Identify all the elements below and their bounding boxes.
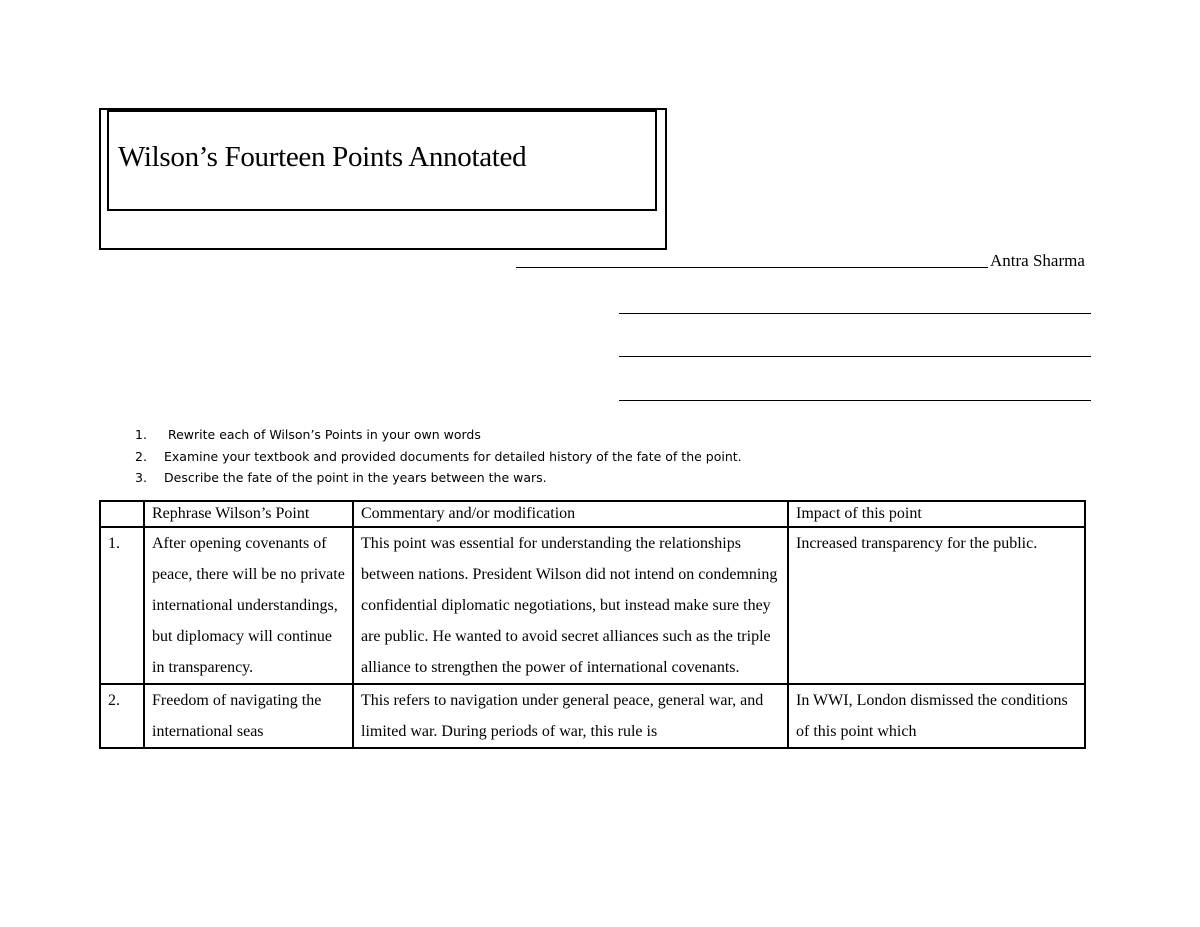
rephrase-cell: After opening covenants of peace, there will be no private international understandings, but diplomacy will continue in transparency. (144, 527, 353, 684)
instruction-text: Rewrite each of Wilson’s Points in your own words (164, 427, 481, 442)
header-commentary: Commentary and/or modification (353, 501, 788, 527)
row-number: 2. (100, 684, 144, 748)
commentary-cell: This point was essential for understanding the relationships between nations. President Wilson did not intend on condemning confidential diplomatic negotiations, but instead make sure they are public. He wanted to avoid secret alliances such as the triple alliance to strengthen the power of international covenants. (353, 527, 788, 684)
instruction-text: Describe the fate of the point in the years between the wars. (164, 470, 547, 485)
document-title: Wilson’s Fourteen Points Annotated (118, 141, 527, 173)
table-row (100, 684, 1085, 748)
instruction-number: 2. (135, 448, 147, 464)
instruction-item (135, 446, 742, 468)
name-underline (516, 267, 988, 268)
instruction-item (135, 424, 742, 446)
impact-cell: Increased transparency for the public. (788, 527, 1085, 684)
blank-line-3 (619, 400, 1091, 401)
instruction-item (135, 467, 742, 489)
instruction-text: Examine your textbook and provided documents for detailed history of the fate of the point. (164, 448, 742, 464)
header-rephrase: Rephrase Wilson’s Point (144, 501, 353, 527)
row-number: 1. (100, 527, 144, 684)
fourteen-points-table (99, 500, 1086, 749)
rephrase-cell: Freedom of navigating the international seas (144, 684, 353, 748)
table-header-row (100, 501, 1085, 527)
author-name: Antra Sharma (990, 251, 1085, 270)
impact-cell: In WWI, London dismissed the conditions of this point which (788, 684, 1085, 748)
table-row (100, 527, 1085, 684)
instruction-number: 1. (135, 427, 147, 442)
header-impact: Impact of this point (788, 501, 1085, 527)
header-number (100, 501, 144, 527)
instruction-number: 3. (135, 470, 147, 485)
blank-line-2 (619, 356, 1091, 357)
instructions-list (135, 424, 742, 489)
blank-line-1 (619, 313, 1091, 314)
commentary-cell: This refers to navigation under general peace, general war, and limited war. During periods of war, this rule is (353, 684, 788, 748)
